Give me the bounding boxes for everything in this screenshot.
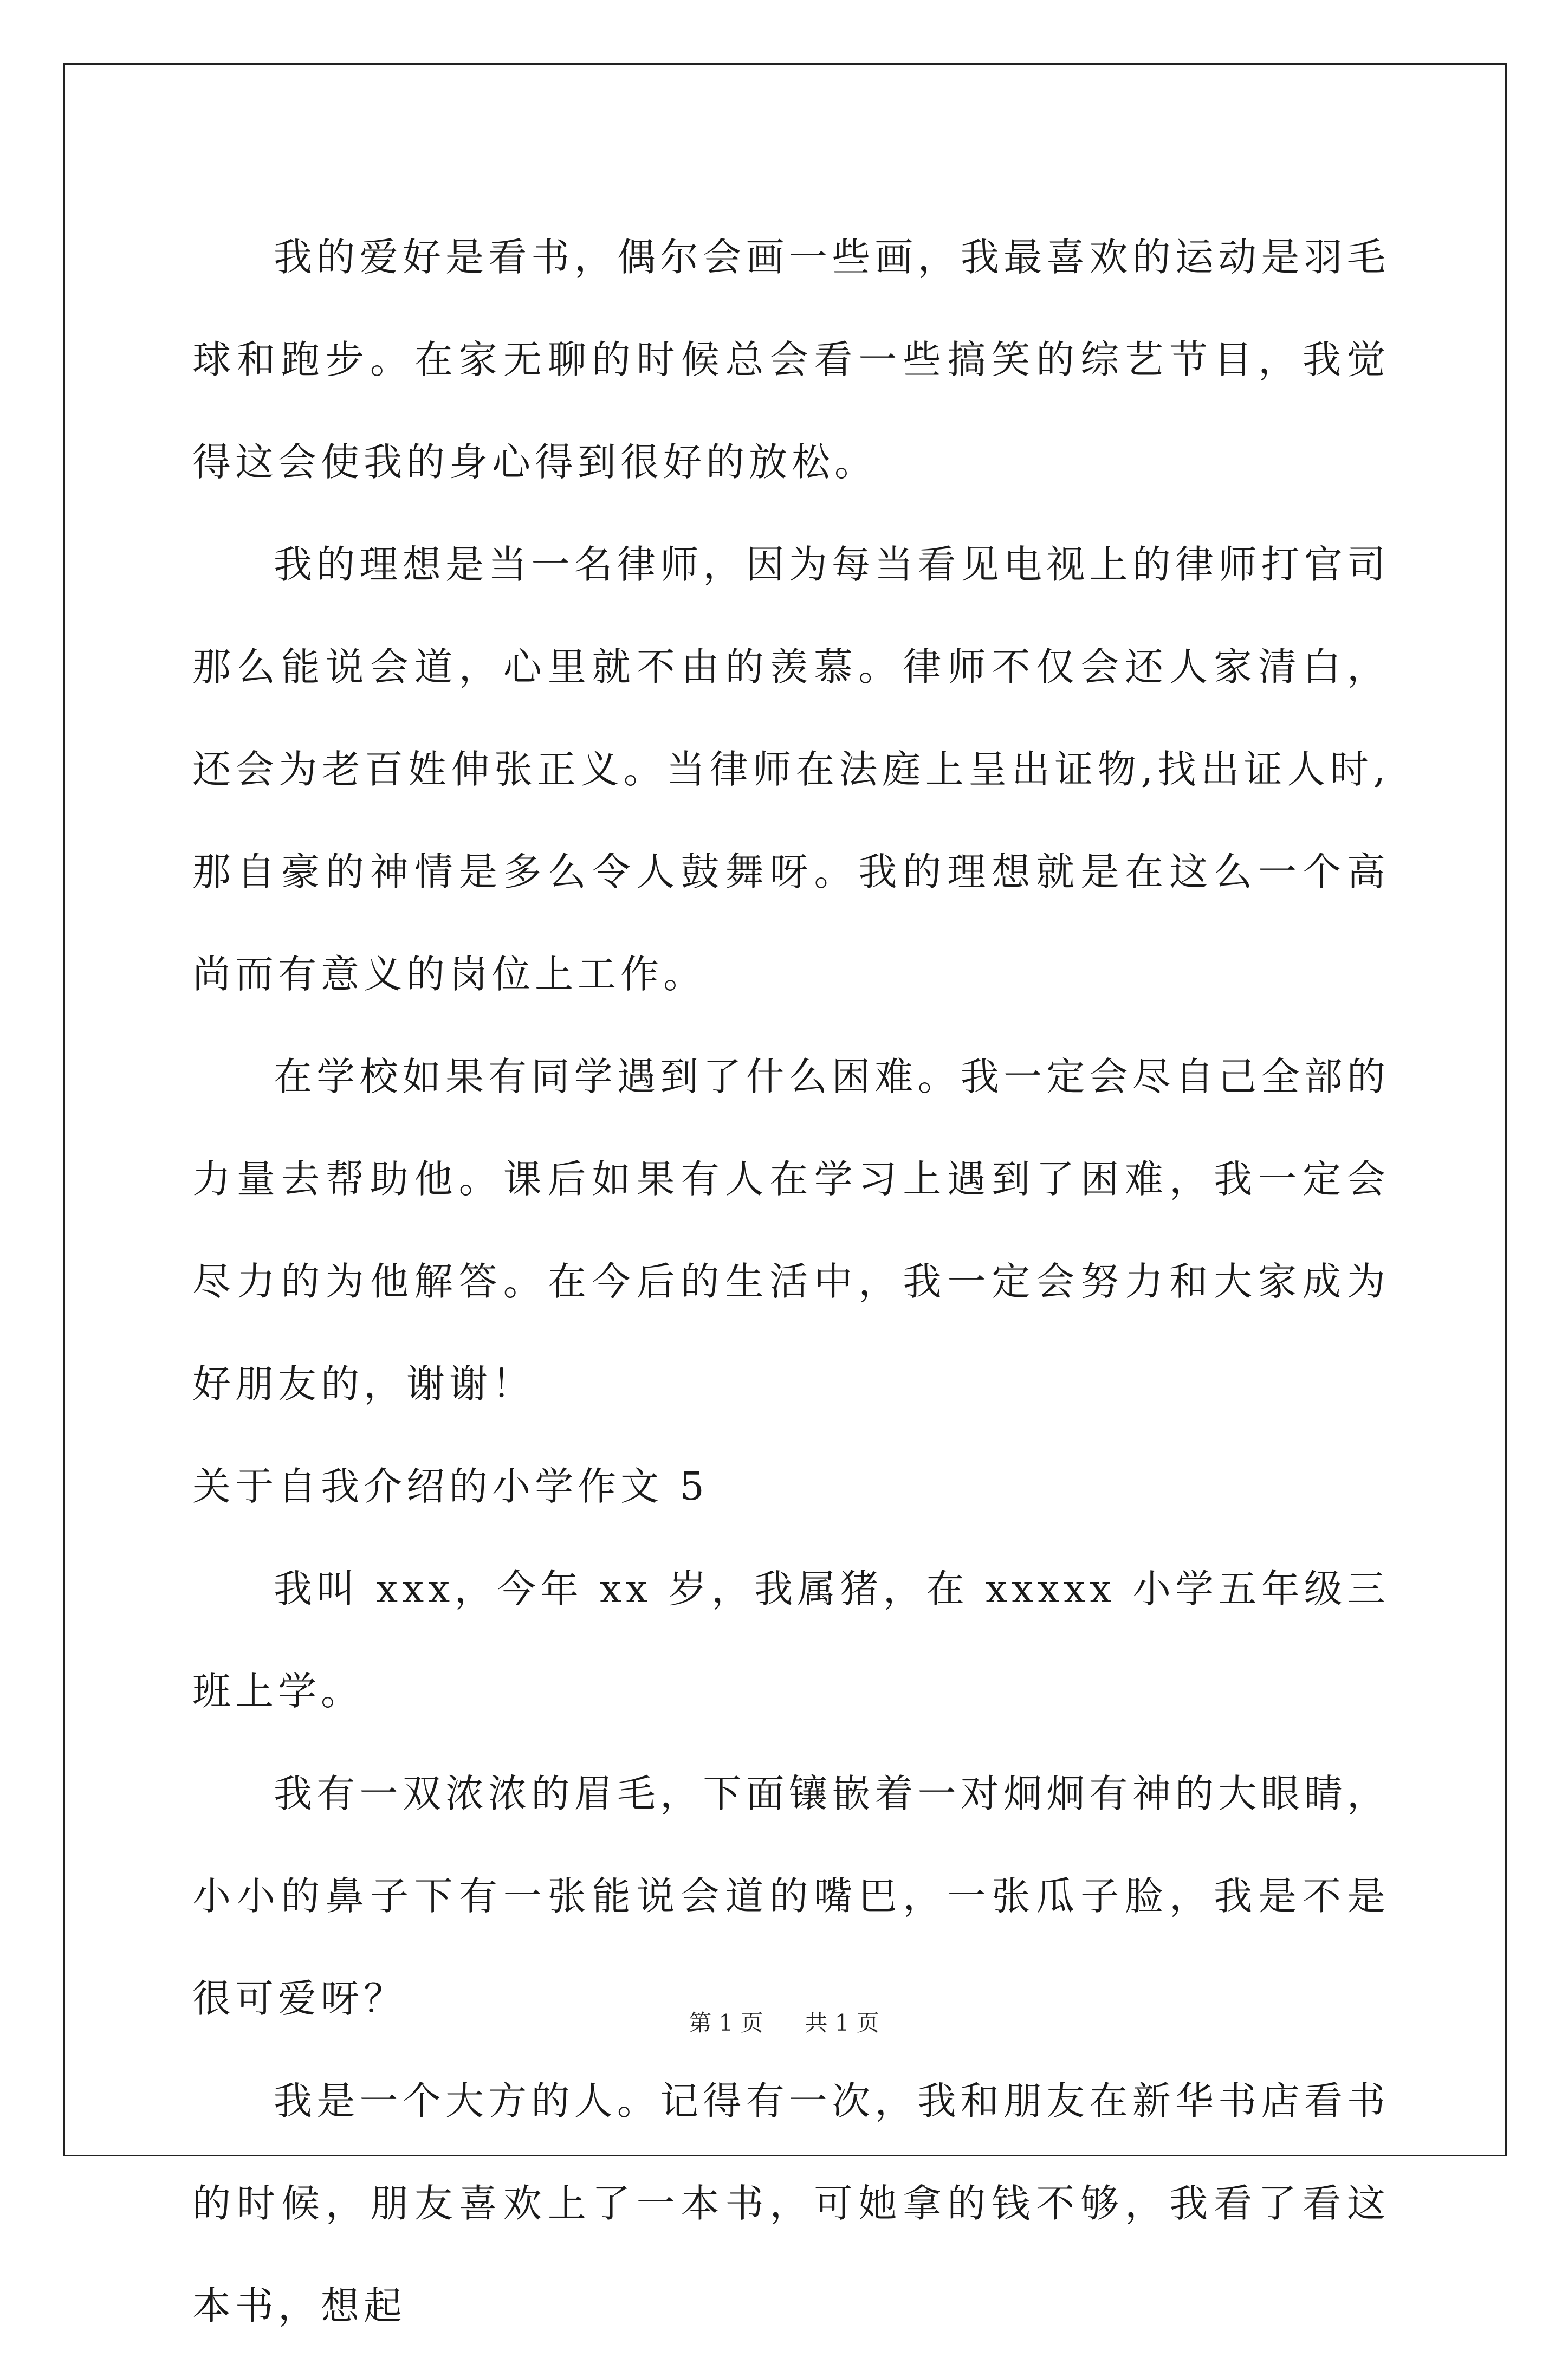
section-heading: 关于自我介绍的小学作文 5 [192, 1464, 709, 1509]
paragraph-ideal: 我的理想是当一名律师，因为每当看见电视上的律师打官司那么能说会道，心里就不由的羡慕。律师不仅会还人家清白，还会为老百姓伸张正义。当律师在法庭上呈出证物,找出证人时,那自豪的神情是多么令人鼓舞呀。我的理想就是在这么一个高尚而有意义的岗位上工作。 [192, 542, 1390, 997]
paragraph-school: 在学校如果有同学遇到了什么困难。我一定会尽自己全部的力量去帮助他。课后如果有人在学习上遇到了困难，我一定会尽力的为他解答。在今后的生活中，我一定会努力和大家成为好朋友的，谢谢！ [192, 1054, 1390, 1406]
page-number: 第 1 页 [689, 2010, 763, 2036]
paragraph-generous: 我是一个大方的人。记得有一次，我和朋友在新华书店看书的时候，朋友喜欢上了一本书，可她拿的钱不够，我看了看这本书，想起 [192, 2078, 1390, 2328]
paragraph-appearance: 我有一双浓浓的眉毛，下面镶嵌着一对炯炯有神的大眼睛，小小的鼻子下有一张能说会道的嘴巴，一张瓜子脸，我是不是很可爱呀？ [192, 1771, 1390, 2021]
paragraph-intro: 我叫 xxx，今年 xx 岁，我属猪，在 xxxxx 小学五年级三班上学。 [192, 1566, 1390, 1714]
paragraph-hobbies: 我的爱好是看书，偶尔会画一些画，我最喜欢的运动是羽毛球和跑步。在家无聊的时候总会看一些搞笑的综艺节目，我觉得这会使我的身心得到很好的放松。 [192, 235, 1390, 485]
page-total: 共 1 页 [805, 2010, 879, 2036]
page-footer [0, 2005, 1568, 2038]
